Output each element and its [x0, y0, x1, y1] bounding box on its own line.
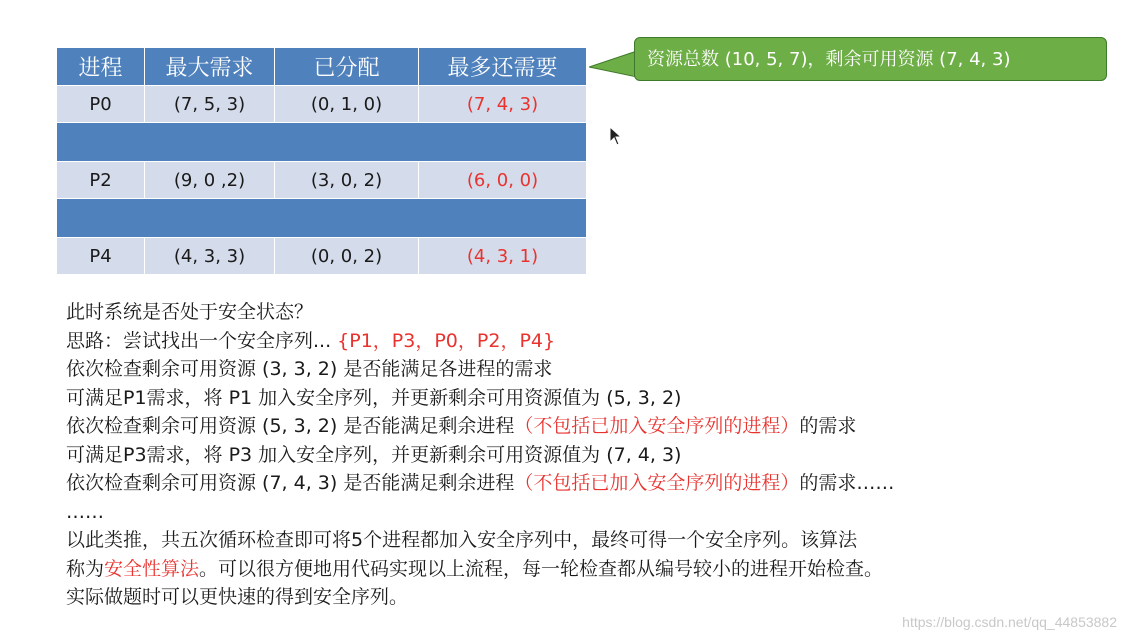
resource-table [56, 47, 587, 275]
table-header-row [57, 48, 587, 86]
watermark: https://blog.csdn.net/qq_44853882 [902, 614, 1117, 630]
text-line: …… [66, 500, 104, 523]
cell-allocated: (0, 0, 2) [275, 238, 419, 275]
cell-need: (4, 3, 1) [419, 238, 587, 275]
header-allocated: 已分配 [275, 48, 419, 86]
cell-need: (6, 0, 0) [419, 162, 587, 199]
text-line [66, 327, 894, 356]
hidden-row-bar [57, 123, 587, 162]
cell-need: (7, 4, 3) [419, 86, 587, 123]
resource-callout: 资源总数 (10, 5, 7)，剩余可用资源 (7, 4, 3) [634, 37, 1107, 81]
callout-pointer-icon [589, 47, 637, 81]
text-segment: 依次检查剩余可用资源 (7, 4, 3) 是否能满足剩余进程 [66, 472, 515, 494]
cell-allocated: (0, 1, 0) [275, 86, 419, 123]
text-line: 以此类推，共五次循环检查即可将5个进程都加入安全序列中，最终可得一个安全序列。该算法 [66, 529, 858, 551]
cell-process: P4 [57, 238, 145, 275]
text-line: 实际做题时可以更快速的得到安全序列。 [66, 586, 409, 608]
header-need: 最多还需要 [419, 48, 587, 86]
highlight-text: （不包括已加入安全序列的进程） [514, 415, 800, 437]
text-segment: 称为 [66, 557, 105, 580]
cell-max: (9, 0 ,2) [145, 162, 275, 199]
text-line [66, 555, 894, 584]
cell-process: P0 [57, 86, 145, 123]
text-line [66, 412, 894, 441]
text-segment: 。可以很方便地用代码实现以上流程，每一轮检查都从编号较小的进程开始检查。 [199, 557, 884, 580]
text-segment: 依次检查剩余可用资源 (5, 3, 2) 是否能满足剩余进程 [66, 415, 515, 437]
table-row-p0 [57, 86, 587, 123]
explanation-text [66, 298, 894, 612]
highlight-text: （不包括已加入安全序列的进程） [514, 472, 800, 494]
text-line: 依次检查剩余可用资源 (3, 3, 2) 是否能满足各进程的需求 [66, 358, 553, 380]
header-max-demand: 最大需求 [145, 48, 275, 86]
cell-max: (7, 5, 3) [145, 86, 275, 123]
text-line: 此时系统是否处于安全状态？ [66, 301, 314, 323]
safe-sequence-text: {P1，P3，P0，P2，P4} [337, 329, 556, 352]
text-segment: 的需求…… [799, 472, 895, 494]
mouse-cursor-icon [609, 126, 623, 146]
algorithm-name-text: 安全性算法 [104, 557, 200, 580]
cell-process: P2 [57, 162, 145, 199]
text-line: 可满足P3需求，将 P3 加入安全序列，并更新剩余可用资源值为 (7, 4, 3) [66, 443, 682, 466]
table-row-p4 [57, 238, 587, 275]
text-line: 可满足P1需求，将 P1 加入安全序列，并更新剩余可用资源值为 (5, 3, 2) [66, 386, 682, 409]
text-segment: 的需求 [799, 415, 857, 437]
text-segment: 思路：尝试找出一个安全序列... [66, 329, 338, 352]
hidden-row-bar [57, 199, 587, 238]
table-row-hidden-p1 [57, 123, 587, 162]
resource-table-container [56, 47, 586, 275]
cell-allocated: (3, 0, 2) [275, 162, 419, 199]
table-row-hidden-p3 [57, 199, 587, 238]
text-line [66, 469, 894, 498]
table-row-p2 [57, 162, 587, 199]
cell-max: (4, 3, 3) [145, 238, 275, 275]
header-process: 进程 [57, 48, 145, 86]
